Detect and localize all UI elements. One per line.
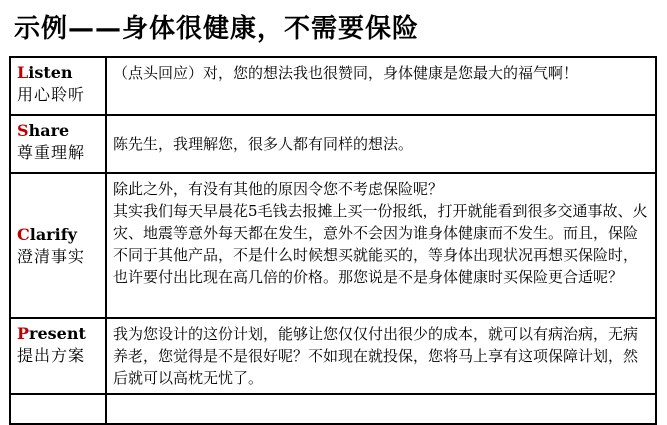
share-text: 陈先生，我理解您，很多人都有同样的想法。 [113, 135, 414, 153]
clarify-text: 其实我们每天早晨花5毛钱去报摊上买一份报纸，打开就能看到很多交通事故、火灾、地震等意外每天都在发生，意外不会因为谁身体健康而不发生。而且，保险不同于其他产品，不是什么时候想买就能买的，等身体出现状况再想买保险时，也许要付出比现在高几倍的价格。那您说是不是身体健康时买保险更合适呢？ [113, 202, 648, 286]
row-present [10, 318, 656, 394]
slide-title: 示例——身体很健康，不需要保险 [14, 14, 420, 44]
row-listen [10, 57, 656, 115]
step-label-listen: 用心聆听 [17, 85, 86, 104]
clarify-question: 除此之外，有没有其他的原因令您不考虑保险呢？ [113, 180, 444, 198]
listen-text: （点头回应）对，您的想法我也很赞同，身体健康是您最大的福气啊！ [113, 64, 579, 82]
row-clarify [10, 173, 656, 318]
step-key-clarify: Clarify [17, 224, 77, 244]
step-label-clarify: 澄清事实 [17, 246, 86, 266]
step-label-present: 提出方案 [17, 346, 86, 365]
step-key-present: Present [17, 324, 86, 343]
row-partial [10, 394, 656, 424]
row-share [10, 115, 656, 173]
lscp-table [9, 56, 657, 425]
step-key-share: Share [17, 121, 70, 140]
present-text: 我为您设计的这份计划，能够让您仅仅付出很少的成本，就可以有病治病，无病养老，您觉得是不是很好呢？不如现在就投保，您将马上享有这项保障计划，然后就可以高枕无忧了。 [113, 325, 639, 387]
step-label-share: 尊重理解 [17, 143, 86, 162]
step-key-listen: Listen [17, 63, 73, 82]
